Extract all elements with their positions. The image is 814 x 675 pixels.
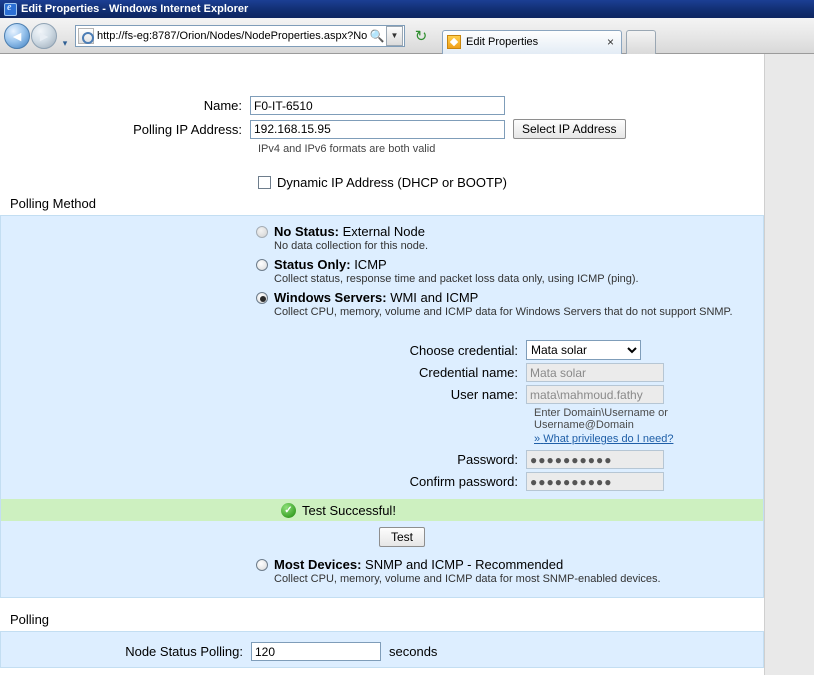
node-status-polling-unit: seconds [389,644,438,659]
window-title-bar [0,0,814,18]
polling-ip-row [0,119,764,139]
option-title [274,557,661,572]
confirm-password-row [1,472,763,491]
option-title-rest: External Node [339,224,425,239]
test-button[interactable]: Test [379,527,425,547]
password-row [1,450,763,469]
chevron-down-icon[interactable]: ▼ [386,26,403,46]
tab-edit-properties[interactable] [442,30,622,54]
polling-method-title: Polling Method [10,196,96,211]
search-icon[interactable]: 🔍 [369,28,385,43]
page-icon [78,28,94,44]
tab-label: Edit Properties [466,36,539,48]
polling-panel [0,631,764,668]
page-content [0,54,765,675]
polling-ip-label: Polling IP Address: [133,121,242,137]
credential-name-row [1,363,763,382]
radio-icon[interactable] [256,226,268,238]
confirm-password-label: Confirm password: [409,474,518,489]
option-title [274,257,639,272]
browser-toolbar [0,18,814,54]
page-tab-icon [447,35,461,49]
radio-option-windows-servers[interactable] [256,290,763,318]
option-title-rest: SNMP and ICMP - Recommended [361,557,564,572]
close-icon[interactable]: × [606,35,614,49]
name-input[interactable] [250,96,505,115]
refresh-icon[interactable]: ↻ [414,27,428,45]
polling-ip-input[interactable] [250,120,505,139]
polling-section [0,606,764,668]
option-description: Collect CPU, memory, volume and ICMP data for most SNMP-enabled devices. [274,573,661,585]
dynamic-ip-checkbox[interactable] [258,176,271,189]
option-title [274,224,428,239]
browser-viewport [0,54,814,675]
polling-method-panel [0,215,764,598]
user-name-label: User name: [450,387,518,402]
back-button[interactable]: ◄ [4,23,30,49]
radio-option-no-status[interactable] [256,224,763,252]
name-row [0,96,764,115]
radio-icon[interactable] [256,259,268,271]
dynamic-ip-label: Dynamic IP Address (DHCP or BOOTP) [277,175,507,190]
window-title: Edit Properties - Windows Internet Explorer [21,3,249,15]
forward-button[interactable]: ► [31,23,57,49]
new-tab-button[interactable] [626,30,656,54]
node-status-polling-row [1,642,763,661]
option-description: No data collection for this node. [274,240,429,252]
polling-title: Polling [10,612,50,627]
node-status-polling-label: Node Status Polling: [125,644,243,659]
password-input[interactable] [526,450,664,469]
option-title [274,290,733,305]
choose-credential-select[interactable] [526,340,641,360]
test-button-row [1,527,763,547]
credential-name-label: Credential name: [419,365,518,380]
radio-option-most-devices[interactable] [256,557,763,585]
option-title-rest: WMI and ICMP [386,290,479,305]
select-ip-address-button[interactable]: Select IP Address [513,119,626,139]
check-circle-icon: ✓ [281,503,296,518]
option-title-rest: ICMP [350,257,387,272]
option-title-bold: Most Devices: [274,557,362,572]
privileges-link-label[interactable]: What privileges do I need? [543,433,674,445]
radio-icon[interactable] [256,559,268,571]
confirm-password-input[interactable] [526,472,664,491]
history-dropdown-icon[interactable]: ▾ [62,37,68,48]
option-title-bold: Windows Servers: [274,290,387,305]
credentials-block [1,340,763,547]
user-name-row [1,385,763,404]
dynamic-ip-row[interactable] [258,175,764,190]
address-input[interactable]: http://fs-eg:8787/Orion/Nodes/NodeProperties.aspx?No [97,29,368,42]
test-status-text: Test Successful! [302,502,396,518]
radio-option-status-only[interactable] [256,257,763,285]
password-label: Password: [457,452,518,467]
radio-icon[interactable] [256,292,268,304]
node-status-polling-input[interactable] [251,642,381,661]
name-label: Name: [203,98,242,113]
option-title-bold: No Status: [274,224,339,239]
option-title-bold: Status Only: [274,257,351,272]
test-status-bar [1,499,763,521]
chevron-right-icon: » [534,433,541,445]
address-bar[interactable] [75,25,405,47]
domain-format-hint: Enter Domain\Username or Username@Domain [534,407,668,431]
ie-icon [4,3,17,16]
credential-name-input[interactable] [526,363,664,382]
tab-strip [442,18,656,54]
choose-credential-row [1,340,763,360]
ip-format-hint: IPv4 and IPv6 formats are both valid [258,143,436,155]
privileges-link[interactable] [534,433,763,445]
option-description: Collect CPU, memory, volume and ICMP data for Windows Servers that do not support SNMP. [274,306,733,318]
choose-credential-label: Choose credential: [409,342,518,358]
option-description: Collect status, response time and packet loss data only, using ICMP (ping). [274,273,639,285]
user-name-input[interactable] [526,385,664,404]
